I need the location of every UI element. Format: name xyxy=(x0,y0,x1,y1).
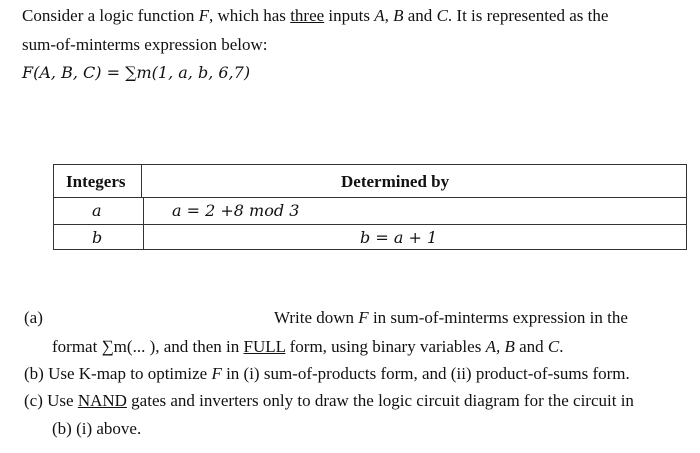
row-b-variable: b xyxy=(92,228,103,247)
var-B: B xyxy=(393,6,404,25)
var-A: A xyxy=(374,6,385,25)
var-C: C xyxy=(547,337,560,356)
column-divider xyxy=(143,225,144,249)
intro-text: inputs xyxy=(324,6,375,25)
integer-table xyxy=(53,164,687,250)
question-b xyxy=(24,364,630,384)
table-row xyxy=(54,225,686,249)
var-C: C xyxy=(436,6,448,25)
intro-text: Consider a logic function xyxy=(22,6,199,25)
underlined-full: FULL xyxy=(243,337,286,356)
column-divider xyxy=(141,165,142,197)
question-text: gates and inverters only to draw the logic circuit diagram for the circuit in xyxy=(126,391,634,410)
question-a-line-1 xyxy=(274,308,628,328)
intro-line-1 xyxy=(22,6,608,26)
question-text: and xyxy=(514,337,548,356)
intro-line-2: sum-of-minterms expression below: xyxy=(22,35,268,54)
question-c-line-1 xyxy=(24,391,634,411)
row-a-rule: a = 2 +8 mod 3 xyxy=(172,201,300,220)
header-determined-by: Determined by xyxy=(341,172,450,191)
minterm-formula: F(A, B, C) = ∑m(1, a, b, 6,7) xyxy=(22,63,251,82)
header-integers: Integers xyxy=(66,172,126,191)
intro-text: . It is represented as the xyxy=(447,6,609,25)
var-F: F xyxy=(211,364,222,383)
question-text: form, using binary variables xyxy=(285,337,486,356)
question-text: . xyxy=(559,337,564,356)
question-text: Write down xyxy=(274,308,359,327)
row-b-rule: b = a + 1 xyxy=(360,228,438,247)
table-header-row xyxy=(54,165,686,198)
column-divider xyxy=(143,198,144,224)
row-a-variable: a xyxy=(92,201,102,220)
intro-text: , xyxy=(384,6,394,25)
intro-text: , which has xyxy=(208,6,291,25)
var-F: F xyxy=(358,308,369,327)
question-c-line-2: (b) (i) above. xyxy=(52,419,142,438)
underlined-nand: NAND xyxy=(77,391,127,410)
question-text: (b) Use K-map to optimize xyxy=(24,364,212,383)
question-a-label: (a) xyxy=(24,308,43,327)
question-text: format ∑m(... ), and then in xyxy=(52,337,244,356)
var-F: F xyxy=(198,6,209,25)
vars-A-B: A, B xyxy=(485,337,515,356)
intro-text: and xyxy=(403,6,437,25)
table-row xyxy=(54,198,686,225)
question-text: in (i) sum-of-products form, and (ii) product-of-sums form. xyxy=(221,364,630,383)
question-text: in sum-of-minterms expression in the xyxy=(368,308,628,327)
question-text: (c) Use xyxy=(24,391,78,410)
underlined-three: three xyxy=(290,6,325,25)
question-a-line-2 xyxy=(52,337,564,357)
